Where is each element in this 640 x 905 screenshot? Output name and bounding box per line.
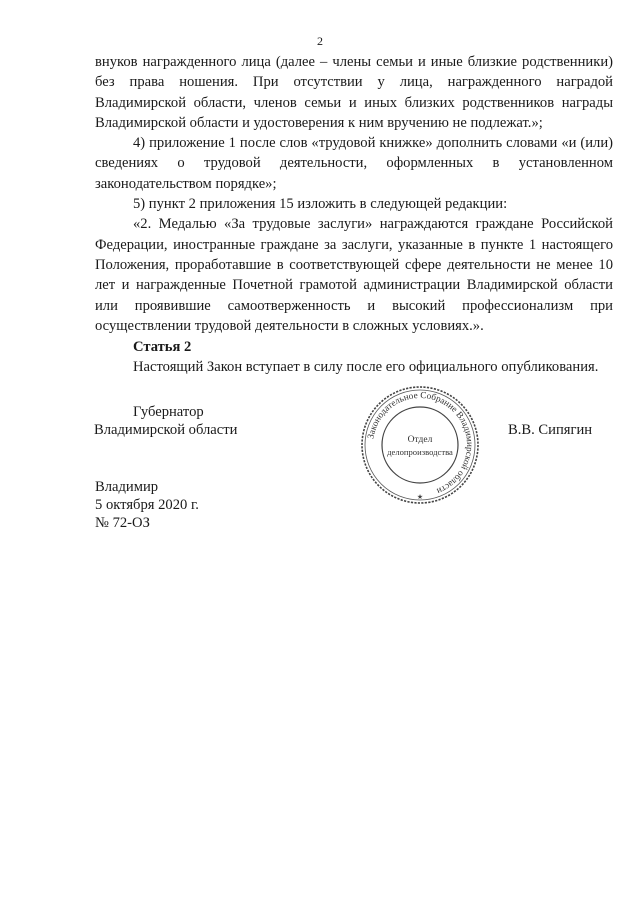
article-text: Настоящий Закон вступает в силу после его официального опубликования.	[133, 359, 599, 375]
body-text	[95, 52, 613, 336]
seal-ring-text: Законодательное Собрание Владимирской области	[365, 389, 476, 497]
signing-details	[95, 478, 199, 532]
paragraph-2: 4) приложение 1 после слов «трудовой книжке» дополнить словами «и (или) сведениях о трудовой деятельности, оформленных в установленном законодательством порядке»;	[95, 135, 613, 192]
article-title: Статья 2	[133, 339, 192, 355]
governor-region: Владимирской области	[94, 422, 238, 438]
paragraph-1: внуков награжденного лица (далее – члены семьи и иные близкие родственники) без права ношения. При отсутствии у лица, награжденного наградой Владимирской области, членов семьи и иных близких родственников награды Владимирской области и удостоверения к ним вручению не подлежат.»;	[95, 54, 613, 131]
governor-title: Губернатор	[133, 404, 204, 420]
paragraph-4: «2. Медалью «За трудовые заслуги» награждаются граждане Российской Федерации, иностранные граждане за заслуги, указанные в пункте 1 настоящего Положения, проработавшие в соответствующей сфере деятельности не менее 10 лет и награжденные Почетной грамотой администрации Владимирской области или проявившие самоотверженность и высокий профессионализм при осуществлении трудовой деятельности в сложных условиях.».	[95, 216, 613, 334]
signing-date: 5 октября 2020 г.	[95, 497, 199, 513]
paragraph-3: 5) пункт 2 приложения 15 изложить в следующей редакции:	[133, 196, 508, 213]
signing-place: Владимир	[95, 479, 159, 495]
seal-inner-line1: Отдел	[407, 435, 433, 445]
page-number: 2	[317, 34, 323, 48]
signer-name: В.В. Сипягин	[508, 422, 593, 438]
law-number: № 72-ОЗ	[95, 515, 150, 531]
seal-star-icon: ★	[416, 493, 424, 501]
seal-inner-line2: делопроизводства	[387, 447, 453, 457]
official-seal-stamp	[360, 385, 480, 505]
